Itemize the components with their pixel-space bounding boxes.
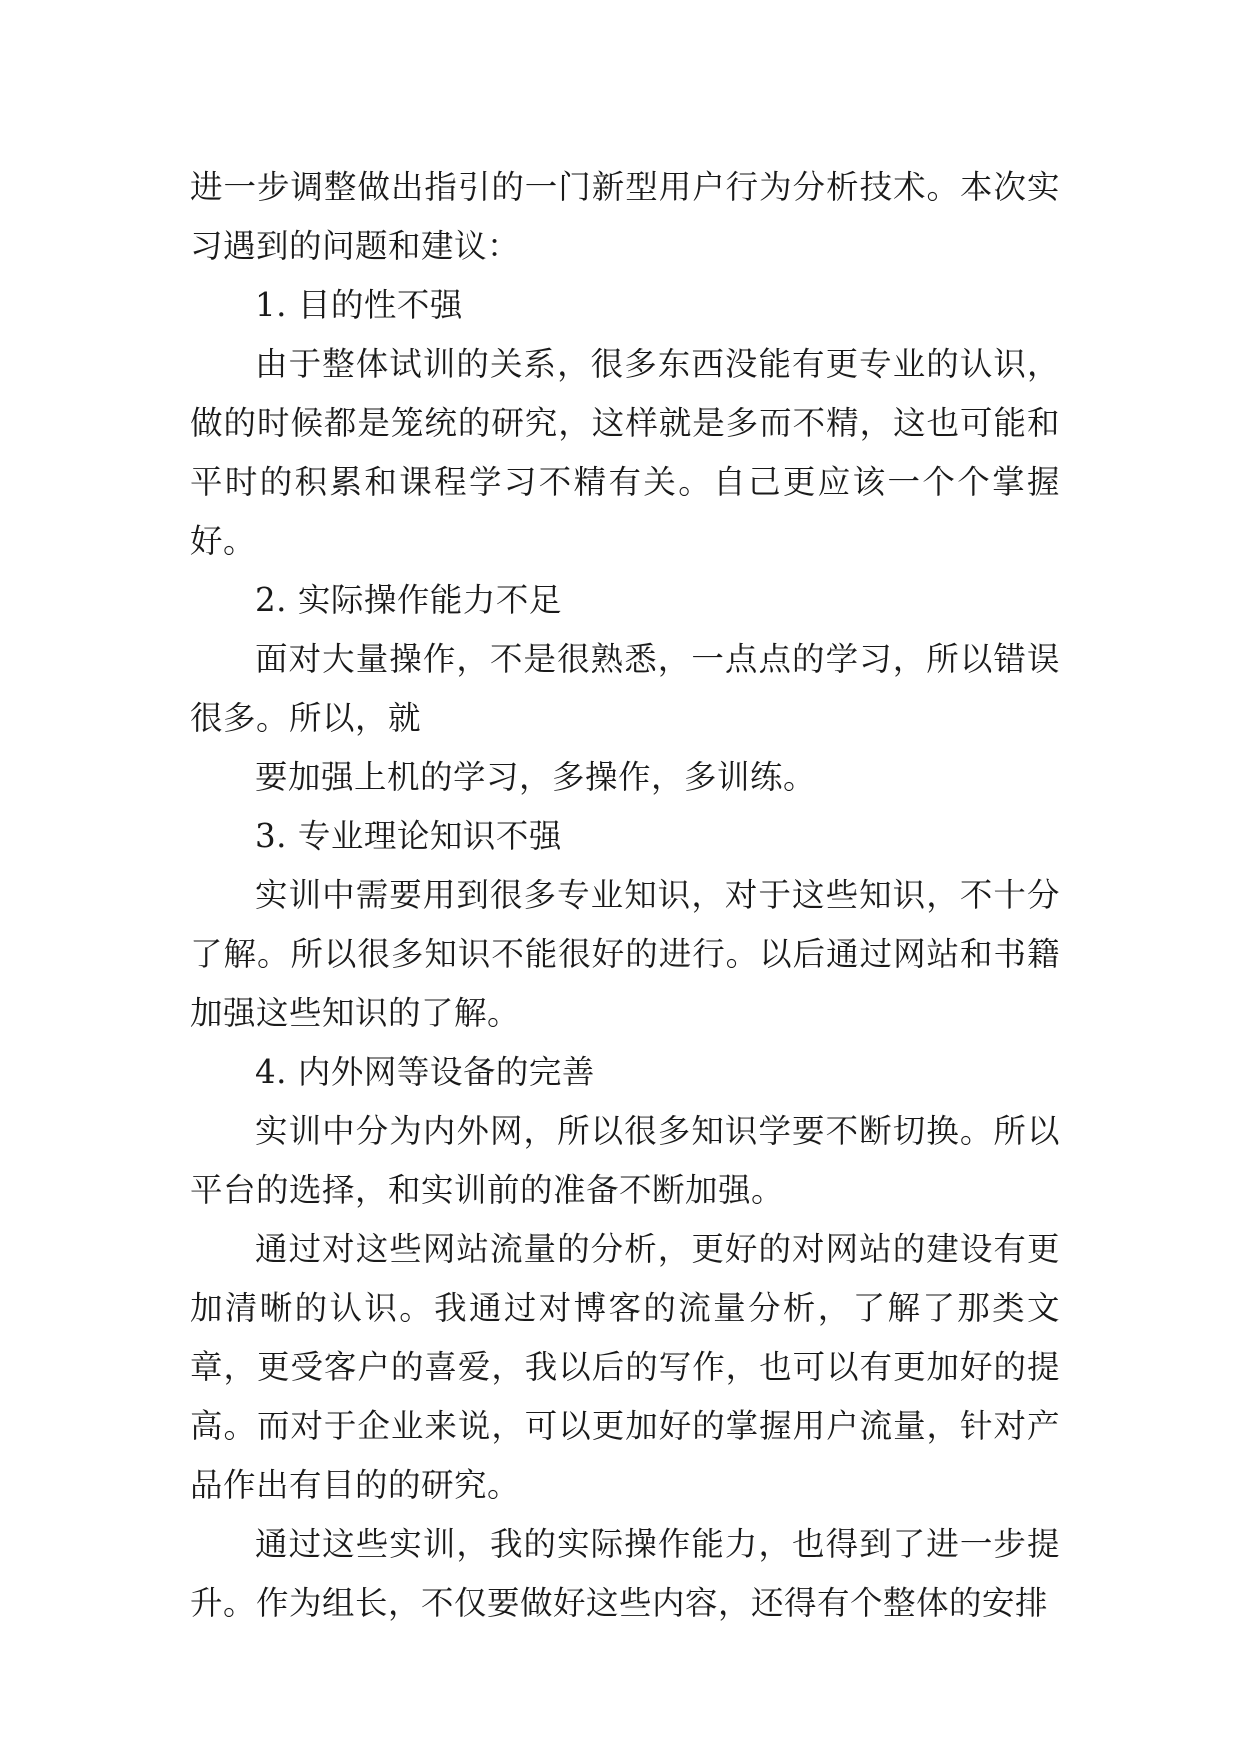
section-heading-2: 2. 实际操作能力不足 bbox=[255, 581, 562, 619]
paragraph-intro: 进一步调整做出指引的一门新型用户行为分析技术。本次实习遇到的问题和建议： bbox=[190, 168, 1060, 265]
section-heading-3: 3. 专业理论知识不强 bbox=[255, 817, 562, 855]
section-heading-4: 4. 内外网等设备的完善 bbox=[255, 1053, 595, 1091]
paragraph-analysis: 通过对这些网站流量的分析，更好的对网站的建设有更加清晰的认识。我通过对博客的流量分析，了解了那类文章，更受客户的喜爱，我以后的写作，也可以有更加好的提高。而对于企业来说，可以更加好的掌握用户流量，针对产品作出有目的的研究。 bbox=[190, 1230, 1060, 1504]
document-body bbox=[190, 158, 1060, 1633]
paragraph-section-2a: 面对大量操作，不是很熟悉，一点点的学习，所以错误很多。所以，就 bbox=[190, 640, 1060, 737]
paragraph-conclusion: 通过这些实训，我的实际操作能力，也得到了进一步提升。作为组长，不仅要做好这些内容，还得有个整体的安排 bbox=[190, 1525, 1060, 1622]
paragraph-section-3: 实训中需要用到很多专业知识，对于这些知识，不十分了解。所以很多知识不能很好的进行。以后通过网站和书籍加强这些知识的了解。 bbox=[190, 876, 1060, 1032]
section-heading-1: 1. 目的性不强 bbox=[255, 286, 463, 324]
paragraph-section-4: 实训中分为内外网，所以很多知识学要不断切换。所以平台的选择，和实训前的准备不断加强。 bbox=[190, 1112, 1060, 1209]
paragraph-section-2b: 要加强上机的学习，多操作，多训练。 bbox=[255, 758, 817, 796]
paragraph-section-1: 由于整体试训的关系，很多东西没能有更专业的认识，做的时候都是笼统的研究，这样就是多而不精，这也可能和平时的积累和课程学习不精有关。自己更应该一个个掌握好。 bbox=[190, 345, 1060, 560]
